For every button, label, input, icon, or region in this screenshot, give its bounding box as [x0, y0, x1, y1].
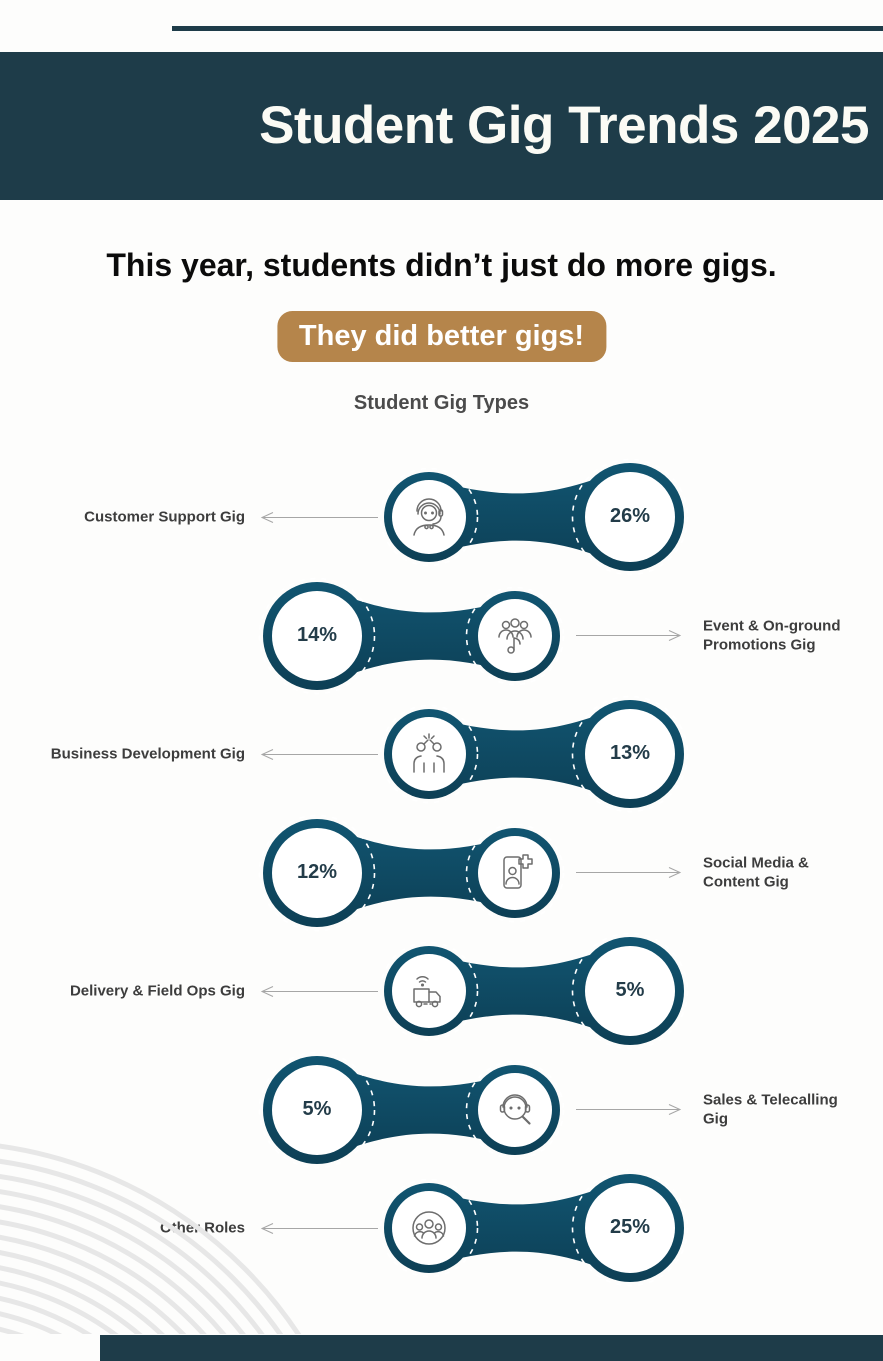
- gig-label: Delivery & Field Ops Gig: [69, 982, 245, 1000]
- gig-value: 14%: [296, 623, 338, 646]
- headline-text: This year, students didn’t just do more gigs.: [106, 247, 777, 283]
- arrow-right-icon: [576, 866, 682, 879]
- gig-value: 25%: [609, 1216, 651, 1238]
- gig-row-social-media: [0, 814, 883, 932]
- chart-title: Student Gig Types: [353, 392, 530, 414]
- gig-label: Other Roles: [159, 1219, 245, 1237]
- gig-row-delivery-field-ops: [0, 932, 883, 1050]
- gig-value: 5%: [302, 1097, 332, 1120]
- footer-band: [100, 1335, 883, 1361]
- gig-label: Sales & Telecalling Gig: [703, 1091, 838, 1128]
- gig-row-customer-support: [0, 458, 883, 576]
- arrow-right-icon: [576, 1103, 682, 1116]
- gig-label: Event & On-ground Promotions Gig: [703, 617, 841, 654]
- top-accent-line: [172, 26, 883, 31]
- gig-label: Customer Support Gig: [84, 508, 245, 526]
- gig-row-event-promotions: [0, 577, 883, 695]
- gig-label: Social Media & Content Gig: [703, 854, 809, 891]
- gig-value: 13%: [609, 742, 651, 764]
- ripple-lines-decoration: [0, 1142, 320, 1334]
- arrow-right-icon: [576, 629, 682, 642]
- gig-value: 26%: [609, 505, 651, 527]
- gig-value: 5%: [615, 979, 645, 1001]
- page-title: Student Gig Trends 2025: [259, 96, 869, 155]
- gig-label: Business Development Gig: [50, 745, 245, 763]
- gig-value: 12%: [296, 860, 338, 883]
- gig-row-business-development: [0, 695, 883, 813]
- highlight-badge: They did better gigs!: [277, 311, 606, 362]
